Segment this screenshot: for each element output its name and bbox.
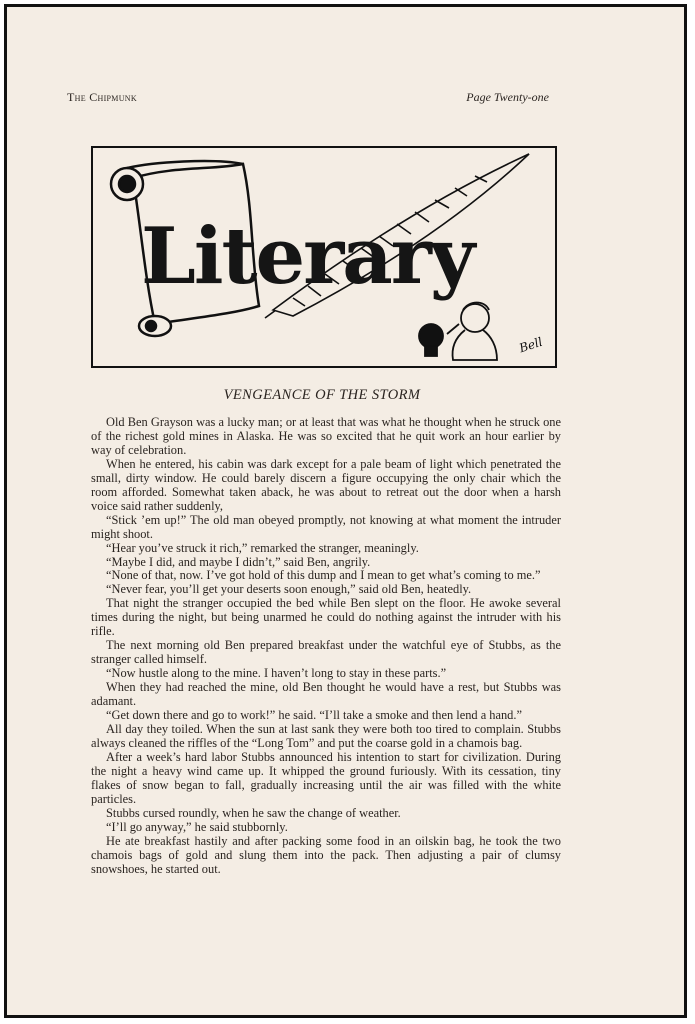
paragraph: Old Ben Grayson was a lucky man; or at least that was what he thought when he struck one of the richest gold mines in Alaska. He was so excited that he quit work an hour earlier by way of celebration. <box>91 415 561 457</box>
paragraph: That night the stranger occupied the bed while Ben slept on the floor. He awoke several times during the night, but being unarmed he could do nothing against the intruder with his rifle. <box>91 596 561 639</box>
paragraph: “Never fear, you’ll get your deserts soon enough,” said old Ben, heatedly. <box>106 582 472 597</box>
story-body <box>91 416 561 876</box>
paragraph: When he entered, his cabin was dark except for a pale beam of light which penetrated the small, dirty window. He could barely discern a figure occupying the only chair which the room afforded. Somewhat taken aback, he was about to retreat out the door when a harsh voice said rather suddenly, <box>91 456 561 513</box>
paragraph: Stubbs cursed roundly, when he saw the change of weather. <box>106 805 401 820</box>
literary-banner <box>91 146 557 368</box>
literary-title: Literary <box>141 211 474 302</box>
magazine-page <box>4 4 687 1018</box>
paragraph: “Hear you’ve struck it rich,” remarked the stranger, meaningly. <box>106 540 419 555</box>
cartoon-figure-icon <box>419 303 497 361</box>
paragraph: When they had reached the mine, old Ben thought he would have a rest, but Stubbs was adamant. <box>91 680 561 709</box>
publication-name: The Chipmunk <box>67 90 137 104</box>
paragraph: “None of that, now. I’ve got hold of this dump and I mean to get what’s coming to me.” <box>106 568 541 583</box>
artist-signature: Bell <box>517 334 545 356</box>
paragraph: After a week’s hard labor Stubbs announced his intention to start for civilization. During the night a heavy wind came up. It whipped the ground furiously. With its cessation, tiny flakes of snow began to fall, gradually increasing until the air was filled with the white particles. <box>91 749 561 806</box>
paragraph: “Now hustle along to the mine. I haven’t long to stay in these parts.” <box>106 666 447 681</box>
paragraph: He ate breakfast hastily and after packing some food in an oilskin bag, he took the two chamois bags of gold and slung them into the pack. Then adjusting a pair of clumsy snowshoes, he started out. <box>91 833 561 876</box>
story-title: VENGEANCE OF THE STORM <box>223 387 421 403</box>
paragraph: “Maybe I did, and maybe I didn’t,” said Ben, angrily. <box>106 554 371 569</box>
paragraph: The next morning old Ben prepared breakfast under the watchful eye of Stubbs, as the stranger called himself. <box>91 638 561 667</box>
paragraph: “I’ll go anyway,” he said stubbornly. <box>106 819 288 834</box>
paragraph: “Get down there and go to work!” he said. “I’ll take a smoke and then lend a hand.” <box>106 708 522 723</box>
paragraph: “Stick ’em up!” The old man obeyed promptly, not knowing at what moment the intruder might shoot. <box>91 512 561 541</box>
page-number: Page Twenty-one <box>466 90 549 104</box>
paragraph: All day they toiled. When the sun at last sank they were both too tired to complain. Stubbs always cleaned the riffles of the “Long Tom” and put the coarse gold in a chamois bag. <box>91 721 561 750</box>
